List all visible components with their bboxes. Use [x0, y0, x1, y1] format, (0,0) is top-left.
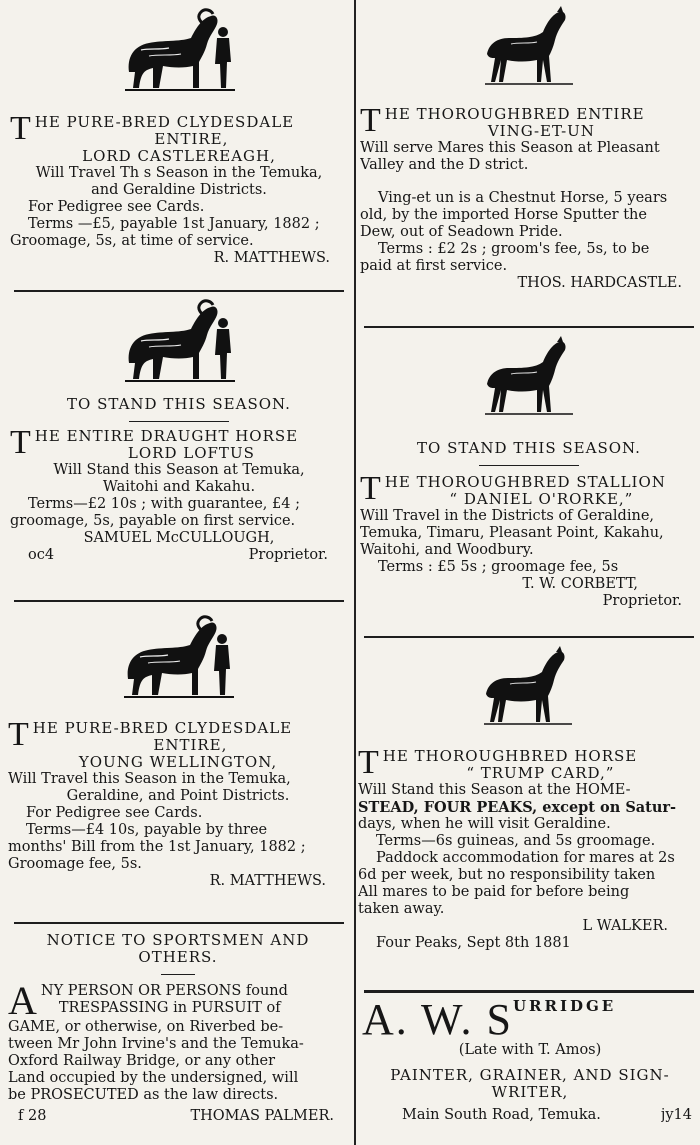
business-text: WRITER, [491, 1083, 569, 1101]
ad-separator [364, 326, 694, 328]
notice-text: TRESPASSING in PURSUIT of [58, 1000, 281, 1016]
dateline: Four Peaks, Sept 8th 1881 [376, 935, 571, 951]
ad-headline: HE THOROUGHBRED ENTIRE [384, 105, 645, 123]
ad-text: days, when he will visit Geraldine. [358, 816, 611, 832]
ad-text: Will Travel Th s Season in the Temuka, [35, 165, 323, 181]
ad-text: Waitohi and Kakahu. [102, 479, 256, 495]
ad-text: Temuka, Timaru, Pleasant Point, Kakahu, [360, 525, 664, 541]
ad-daniel-ororke [360, 334, 698, 610]
ad-surridge [362, 995, 698, 1124]
ad-text: Terms : £5 5s ; groomage fee, 5s [378, 559, 619, 575]
ad-text: Paddock accommodation for mares at 2s [376, 850, 675, 866]
proprietor-label: Proprietor. [602, 593, 682, 609]
ad-headline: HE ENTIRE DRAUGHT HORSE [34, 427, 299, 445]
drop-cap: T [10, 424, 31, 461]
thoroughbred-horse-illustration [483, 4, 575, 88]
ad-headline: HE PURE-BRED CLYDESDALE [34, 113, 295, 131]
ad-separator [364, 990, 694, 993]
notice-title: OTHERS. [138, 948, 218, 966]
ad-text: For Pedigree see Cards. [26, 805, 203, 821]
insertion-code: jy14 [660, 1107, 692, 1123]
ad-text: Groomage, 5s, at time of service. [10, 233, 254, 249]
short-rule [161, 974, 195, 975]
ad-text: Terms —£5, payable 1st January, 1882 ; [28, 216, 320, 232]
ad-text: 6d per week, but no responsibility taken [358, 867, 656, 883]
signature: L WALKER. [582, 918, 668, 934]
signature: R. MATTHEWS. [209, 873, 326, 889]
drop-cap: T [360, 470, 381, 507]
insertion-code: f 28 [18, 1108, 47, 1124]
horse-name: YOUNG WELLINGTON, [78, 753, 278, 771]
proprietor-label: Proprietor. [248, 547, 328, 563]
ad-text: groomage, 5s, payable on first service. [10, 513, 296, 529]
stand-heading: TO STAND THIS SEASON. [67, 395, 291, 413]
signature: THOS. HARDCASTLE. [517, 275, 682, 291]
horse-name: “ TRUMP CARD,” [466, 764, 615, 782]
business-text: PAINTER, GRAINER, AND SIGN- [390, 1066, 670, 1084]
ad-young-wellington [8, 614, 348, 890]
right-column [356, 0, 700, 1145]
business-name-small-caps: URRIDGE [512, 997, 617, 1015]
ad-text: Will Travel in the Districts of Geraldine, [360, 508, 655, 524]
ad-text: Will Stand this Season at the HOME- [358, 782, 631, 798]
ad-text: Geraldine, and Point Districts. [66, 788, 290, 804]
ad-text: Valley and the D strict. [360, 157, 529, 173]
drop-cap: T [360, 102, 381, 139]
ad-text: Ving-et un is a Chestnut Horse, 5 years [378, 190, 668, 206]
ad-text: Will Travel this Season in the Temuka, [8, 771, 291, 787]
ad-text: Terms—£2 10s ; with guarantee, £4 ; [28, 496, 300, 512]
ad-headline: ENTIRE, [154, 130, 229, 148]
ad-headline: HE THOROUGHBRED STALLION [384, 473, 666, 491]
business-address: Main South Road, Temuka. [402, 1107, 601, 1123]
ad-text: Groomage fee, 5s. [8, 856, 142, 872]
draught-horse-illustration [118, 614, 238, 704]
ad-text: For Pedigree see Cards. [28, 199, 205, 215]
ad-text: paid at first service. [360, 258, 508, 274]
drop-cap: T [358, 744, 379, 781]
draught-horse-illustration [119, 298, 239, 388]
horse-name: LORD CASTLEREAGH, [82, 147, 276, 165]
business-text: (Late with T. Amos) [458, 1042, 602, 1058]
drop-cap: T [8, 716, 29, 753]
thoroughbred-horse-illustration [483, 334, 575, 418]
ad-text: and Geraldine Districts. [91, 182, 267, 198]
ad-lord-castlereagh [10, 6, 348, 267]
ad-text: months' Bill from the 1st January, 1882 ; [8, 839, 306, 855]
thoroughbred-horse-illustration [482, 644, 574, 728]
business-name: A. W. S [362, 995, 513, 1044]
ad-lord-loftus [10, 298, 348, 564]
ad-text: Terms : £2 2s ; groom's fee, 5s, to be [378, 241, 650, 257]
horse-name: VING-ET-UN [487, 122, 595, 140]
ad-headline: HE PURE-BRED CLYDESDALE [32, 719, 293, 737]
notice-title: NOTICE TO SPORTSMEN AND [46, 931, 310, 949]
ad-text: Dew, out of Seadown Pride. [360, 224, 563, 240]
signature: T. W. CORBETT, [522, 576, 638, 592]
ad-text: Terms—£4 10s, payable by three [26, 822, 268, 838]
horse-name: LORD LOFTUS [127, 444, 255, 462]
ad-text: Terms—6s guineas, and 5s groomage. [376, 833, 656, 849]
short-rule [479, 465, 579, 466]
drop-cap: A [8, 978, 37, 1023]
ad-trump-card [358, 644, 698, 952]
horse-name: “ DANIEL O'RORKE,” [449, 490, 634, 508]
ad-separator [14, 600, 344, 602]
notice-text: Oxford Railway Bridge, or any other [8, 1053, 276, 1069]
stand-heading: TO STAND THIS SEASON. [417, 439, 641, 457]
ad-text: taken away. [358, 901, 445, 917]
ad-text: Waitohi, and Woodbury. [360, 542, 534, 558]
signature: R. MATTHEWS. [213, 250, 330, 266]
draught-horse-illustration [119, 6, 239, 98]
ad-separator [364, 636, 694, 638]
notice-text: tween Mr John Irvine's and the Temuka- [8, 1036, 304, 1052]
notice-text: GAME, or otherwise, on Riverbed be- [8, 1019, 284, 1035]
notice-text: Land occupied by the undersigned, will [8, 1070, 299, 1086]
ad-headline: ENTIRE, [153, 736, 228, 754]
signature: SAMUEL McCULLOUGH, [83, 530, 275, 546]
ad-text: old, by the imported Horse Sputter the [360, 207, 647, 223]
ad-notice-sportsmen [8, 932, 348, 1125]
ad-text: STEAD, FOUR PEAKS, except on Satur- [358, 799, 677, 816]
drop-cap: T [10, 110, 31, 147]
signature: THOMAS PALMER. [190, 1108, 334, 1124]
ad-ving-et-un [360, 4, 698, 292]
ad-headline: HE THOROUGHBRED HORSE [382, 747, 638, 765]
ad-text: All mares to be paid for before being [358, 884, 630, 900]
ad-separator [14, 922, 344, 924]
ad-text: Will Stand this Season at Temuka, [53, 462, 305, 478]
ad-separator [14, 290, 344, 292]
short-rule [129, 421, 229, 422]
notice-text: be PROSECUTED as the law directs. [8, 1087, 279, 1103]
notice-text: NY PERSON OR PERSONS found [40, 983, 288, 999]
insertion-code: oc4 [28, 547, 55, 563]
ad-text: Will serve Mares this Season at Pleasant [360, 140, 660, 156]
